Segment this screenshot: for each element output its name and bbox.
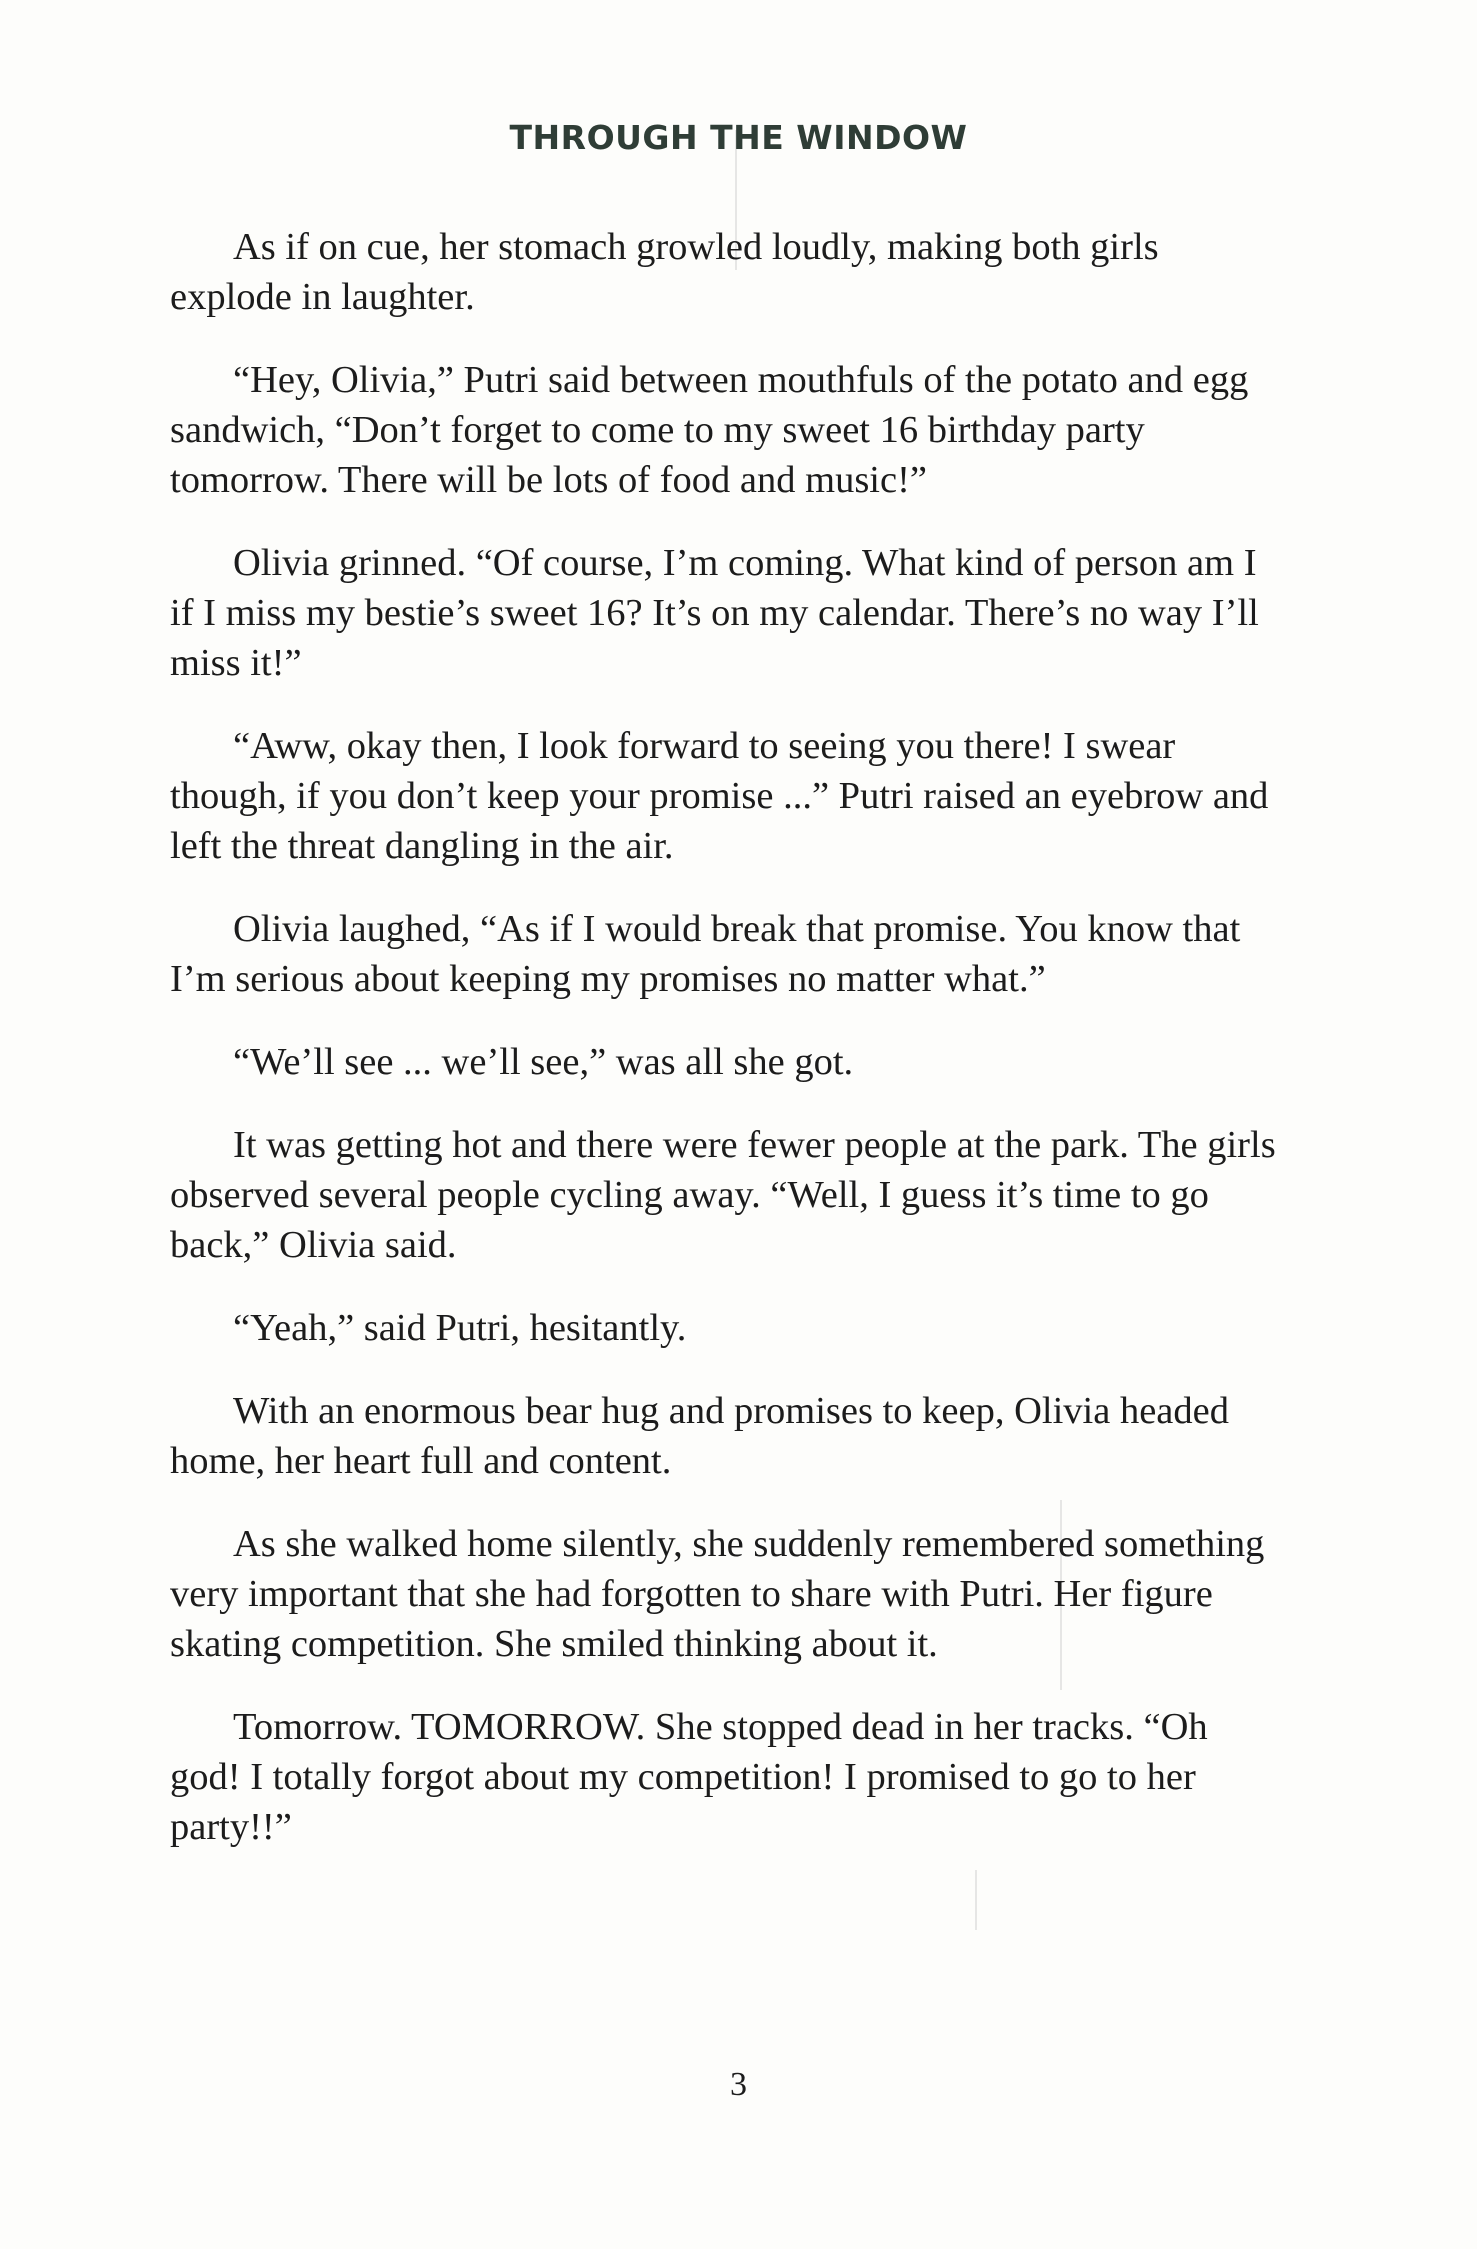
paragraph: “Yeah,” said Putri, hesitantly. — [233, 1307, 687, 1349]
body-text — [170, 222, 1280, 1885]
paragraph: Olivia grinned. “Of course, I’m coming. What kind of person am I if I miss my bestie’s sweet 16? It’s on my calendar. There’s no way I’ll miss it!” — [170, 542, 1259, 684]
paragraph: As she walked home silently, she suddenly remembered something very important that she had forgotten to share with Putri. Her figure skating competition. She smiled thinking about it. — [170, 1523, 1265, 1665]
paragraph: With an enormous bear hug and promises to keep, Olivia headed home, her heart full and content. — [170, 1390, 1229, 1482]
paragraph: “Hey, Olivia,” Putri said between mouthfuls of the potato and egg sandwich, “Don’t forget to come to my sweet 16 birthday party tomorrow. There will be lots of food and music!” — [170, 359, 1249, 501]
page-number: 3 — [730, 2066, 747, 2103]
running-head: THROUGH THE WINDOW — [509, 118, 968, 157]
paragraph: “We’ll see ... we’ll see,” was all she got. — [233, 1041, 854, 1083]
paragraph: As if on cue, her stomach growled loudly, making both girls explode in laughter. — [170, 226, 1159, 318]
paragraph: It was getting hot and there were fewer people at the park. The girls observed several people cycling away. “Well, I guess it’s time to go back,” Olivia said. — [170, 1124, 1276, 1266]
paragraph: “Aww, okay then, I look forward to seeing you there! I swear though, if you don’t keep your promise ...” Putri raised an eyebrow and left the threat dangling in the air. — [170, 725, 1269, 867]
paragraph: Tomorrow. TOMORROW. She stopped dead in her tracks. “Oh god! I totally forgot about my competition! I promised to go to her party!!” — [170, 1706, 1208, 1848]
paragraph: Olivia laughed, “As if I would break that promise. You know that I’m serious about keeping my promises no matter what.” — [170, 908, 1241, 1000]
